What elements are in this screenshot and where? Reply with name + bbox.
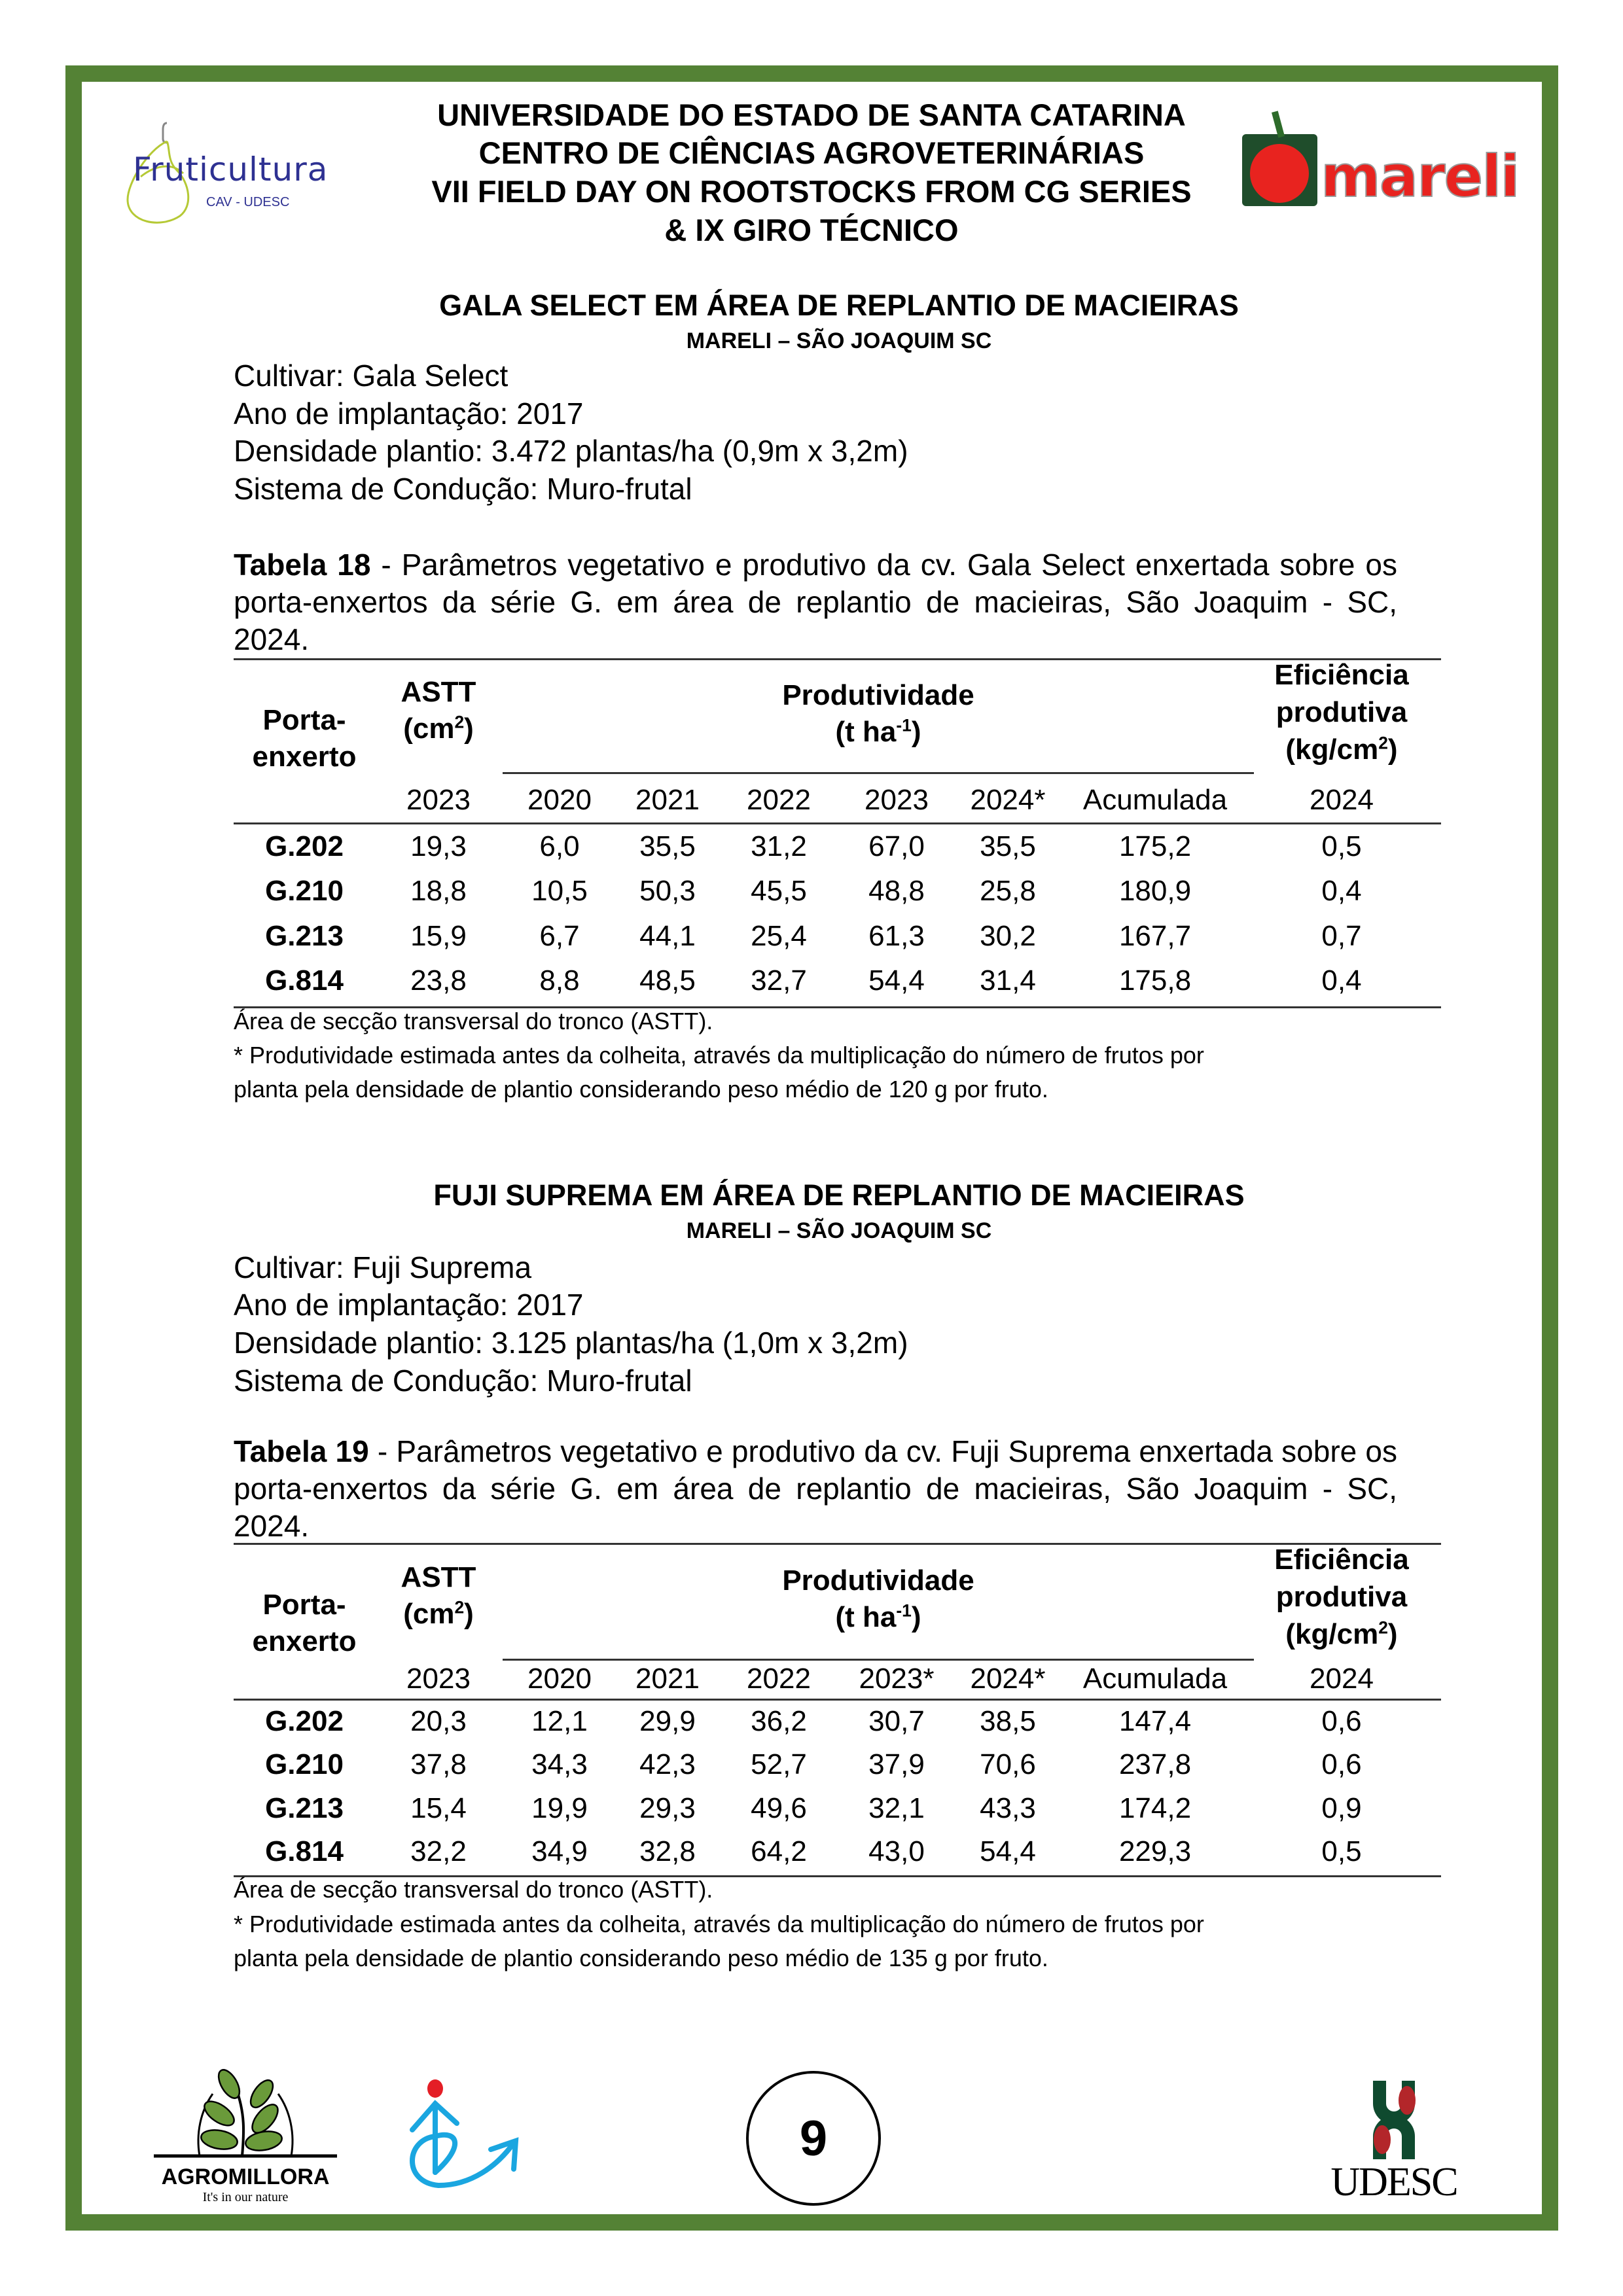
year-header: 2023 xyxy=(865,784,929,816)
header-produtividade-label: Produtividade xyxy=(782,679,974,711)
agromillora-logo xyxy=(154,2068,337,2204)
header-produtividade-unit xyxy=(503,714,1254,751)
table-caption-label: Tabela 19 xyxy=(234,1434,369,1468)
header-produtividade xyxy=(503,677,1254,751)
year-header: 2024 xyxy=(1310,1663,1374,1695)
rootstock-name: G.814 xyxy=(265,964,344,997)
astt-unit-text: (cm xyxy=(403,713,455,745)
table-caption-text: - Parâmetros vegetativo e produtivo da cv. Gala Select enxertada sobre os porta-enxertos da série G. em área de replantio de macieiras, São Joaquim - SC, 2024. xyxy=(234,548,1397,656)
efic-unit-text: (kg/cm xyxy=(1285,1618,1379,1650)
table-cell: 37,9 xyxy=(868,1748,925,1780)
table-footnote: * Produtividade estimada antes da colheita, através da multiplicação do número de frutos por xyxy=(234,1911,1204,1937)
year-header: 2022 xyxy=(747,784,811,816)
udesc-emblem-icon xyxy=(1322,2081,1466,2159)
table-header-rule xyxy=(234,1699,1441,1701)
fruticultura-logo xyxy=(121,118,337,229)
table-cell: 44,1 xyxy=(639,920,696,952)
table-cell: 64,2 xyxy=(751,1835,807,1867)
table-cell: 37,8 xyxy=(410,1748,467,1780)
table-footnote: Área de secção transversal do tronco (ASTT). xyxy=(234,1008,713,1034)
table-cell: 0,4 xyxy=(1321,964,1362,997)
header-eficiencia-line1: Eficiência xyxy=(1274,1544,1409,1576)
table-cell: 10,5 xyxy=(531,875,588,907)
table-cell: 48,5 xyxy=(639,964,696,997)
table-cell: 180,9 xyxy=(1118,875,1192,907)
prod-unit-text: (t ha xyxy=(835,1601,897,1633)
efic-unit-close: ) xyxy=(1387,1618,1398,1650)
info-line: Densidade plantio: 3.125 plantas/ha (1,0m x 3,2m) xyxy=(234,1326,908,1360)
table-cell: 147,4 xyxy=(1118,1705,1192,1737)
header-line-3: VII FIELD DAY ON ROOTSTOCKS FROM CG SERIES xyxy=(431,174,1192,209)
rootstock-name: G.213 xyxy=(265,920,344,952)
header-eficiencia xyxy=(1250,656,1433,768)
table-cell: 54,4 xyxy=(868,964,925,997)
mareli-logo xyxy=(1236,105,1530,213)
header-astt xyxy=(386,674,491,747)
table-cell: 32,2 xyxy=(410,1835,467,1867)
table-cell: 35,5 xyxy=(980,830,1036,862)
efic-unit-text: (kg/cm xyxy=(1285,733,1379,766)
info-line: Ano de implantação: 2017 xyxy=(234,397,584,431)
rootstock-name: G.213 xyxy=(265,1792,344,1824)
info-line: Sistema de Condução: Muro-frutal xyxy=(234,1364,692,1398)
header-line-2: CENTRO DE CIÊNCIAS AGROVETERINÁRIAS xyxy=(478,135,1145,170)
header-porta-enxerto-line1: Porta- xyxy=(262,704,346,736)
table-cell: 54,4 xyxy=(980,1835,1036,1867)
header-produtividade-label: Produtividade xyxy=(782,1564,974,1597)
year-header: 2024* xyxy=(970,1663,1046,1695)
header-eficiencia xyxy=(1250,1541,1433,1653)
table-cell: 8,8 xyxy=(539,964,580,997)
table-cell: 32,8 xyxy=(639,1835,696,1867)
table-cell: 6,7 xyxy=(539,920,580,952)
header-line-4: & IX GIRO TÉCNICO xyxy=(664,213,959,247)
astt-unit-exp: 2 xyxy=(454,712,465,732)
table-footnote: planta pela densidade de plantio considerando peso médio de 135 g por fruto. xyxy=(234,1945,1048,1971)
year-header: 2020 xyxy=(527,1663,592,1695)
table-cell: 0,9 xyxy=(1321,1792,1362,1824)
prod-unit-close: ) xyxy=(911,716,921,748)
info-line: Sistema de Condução: Muro-frutal xyxy=(234,472,692,506)
header-astt-unit xyxy=(386,711,491,747)
produtividade-underline xyxy=(503,1659,1254,1661)
table-cell: 52,7 xyxy=(751,1748,807,1780)
table-cell: 48,8 xyxy=(868,875,925,907)
year-header: Acumulada xyxy=(1082,784,1228,816)
astt-unit-close: ) xyxy=(464,713,474,745)
udesc-logo xyxy=(1322,2081,1466,2205)
year-header: 2023* xyxy=(859,1663,935,1695)
table-cell: 25,4 xyxy=(751,920,807,952)
table-cell: 0,5 xyxy=(1321,1835,1362,1867)
table-cell: 29,3 xyxy=(639,1792,696,1824)
year-header: 2024 xyxy=(1310,784,1374,816)
rootstock-name: G.210 xyxy=(265,875,344,907)
table-cell: 15,9 xyxy=(410,920,467,952)
table-cell: 31,4 xyxy=(980,964,1036,997)
table-cell: 38,5 xyxy=(980,1705,1036,1737)
table-cell: 167,7 xyxy=(1118,920,1192,952)
prod-unit-close: ) xyxy=(911,1601,921,1633)
table-cell: 30,2 xyxy=(980,920,1036,952)
efic-unit-exp: 2 xyxy=(1378,1617,1388,1638)
info-line: Cultivar: Gala Select xyxy=(234,359,508,393)
astt-unit-exp: 2 xyxy=(454,1597,465,1617)
efic-unit-exp: 2 xyxy=(1378,733,1388,753)
header-porta-enxerto-line2: enxerto xyxy=(252,741,357,773)
table-cell: 19,9 xyxy=(531,1792,588,1824)
table-cell: 15,4 xyxy=(410,1792,467,1824)
year-header: 2021 xyxy=(635,784,700,816)
rootstock-name: G.814 xyxy=(265,1835,344,1867)
table-cell: 61,3 xyxy=(868,920,925,952)
info-line: Cultivar: Fuji Suprema xyxy=(234,1250,532,1284)
table-cell: 0,5 xyxy=(1321,830,1362,862)
apple-icon xyxy=(1250,144,1309,203)
header-produtividade xyxy=(503,1563,1254,1636)
table-cell: 0,6 xyxy=(1321,1705,1362,1737)
table-footnote: * Produtividade estimada antes da colheita, através da multiplicação do número de frutos por xyxy=(234,1042,1204,1069)
table-cell: 20,3 xyxy=(410,1705,467,1737)
header-eficiencia-line2: produtiva xyxy=(1275,1581,1408,1613)
table-cell: 43,0 xyxy=(868,1835,925,1867)
rootstock-name: G.202 xyxy=(265,1705,344,1737)
astt-unit-text: (cm xyxy=(403,1598,455,1630)
header-eficiencia-line2: produtiva xyxy=(1275,696,1408,728)
page-number: 9 xyxy=(746,2071,881,2206)
rootstock-name: G.202 xyxy=(265,830,344,862)
table-cell: 18,8 xyxy=(410,875,467,907)
info-line: Densidade plantio: 3.472 plantas/ha (0,9m x 3,2m) xyxy=(234,434,908,468)
table-cell: 50,3 xyxy=(639,875,696,907)
prod-unit-text: (t ha xyxy=(835,716,897,748)
table-caption xyxy=(234,546,1397,658)
fruticultura-name: Fruticultura xyxy=(133,150,329,188)
fruticultura-sub: CAV - UDESC xyxy=(206,195,290,209)
table-cell: 36,2 xyxy=(751,1705,807,1737)
table-cell: 67,0 xyxy=(868,830,925,862)
year-header: 2021 xyxy=(635,1663,700,1695)
table-cell: 174,2 xyxy=(1118,1792,1192,1824)
rootstock-name: G.210 xyxy=(265,1748,344,1780)
table-cell: 0,7 xyxy=(1321,920,1362,952)
table-caption-text: - Parâmetros vegetativo e produtivo da cv. Fuji Suprema enxertada sobre os porta-enxertos da série G. em área de replantio de macieiras, São Joaquim - SC, 2024. xyxy=(234,1434,1397,1543)
year-header: 2022 xyxy=(747,1663,811,1695)
header-porta-enxerto-line2: enxerto xyxy=(252,1625,357,1657)
table-cell: 43,3 xyxy=(980,1792,1036,1824)
prod-unit-exp: -1 xyxy=(896,715,912,735)
plant-icon xyxy=(154,2068,337,2166)
year-header: 2023 xyxy=(406,1663,471,1695)
header-porta-enxerto xyxy=(232,1587,376,1660)
table-cell: 19,3 xyxy=(410,830,467,862)
year-header: 2023 xyxy=(406,784,471,816)
table-cell: 31,2 xyxy=(751,830,807,862)
table-cell: 175,2 xyxy=(1118,830,1192,862)
header-astt-label: ASTT xyxy=(401,676,476,708)
header-astt-unit xyxy=(386,1596,491,1633)
table-cell: 25,8 xyxy=(980,875,1036,907)
udesc-name: UDESC xyxy=(1330,2160,1457,2204)
table-cell: 29,9 xyxy=(639,1705,696,1737)
table-caption xyxy=(234,1433,1397,1545)
header-line-1: UNIVERSIDADE DO ESTADO DE SANTA CATARINA xyxy=(437,97,1186,132)
table-cell: 32,7 xyxy=(751,964,807,997)
header-produtividade-unit xyxy=(503,1599,1254,1636)
year-header: 2020 xyxy=(527,784,592,816)
table-cell: 49,6 xyxy=(751,1792,807,1824)
table-cell: 23,8 xyxy=(410,964,467,997)
table-cell: 42,3 xyxy=(639,1748,696,1780)
efic-unit-close: ) xyxy=(1387,733,1398,766)
produtividade-underline xyxy=(503,772,1254,774)
table-cell: 0,4 xyxy=(1321,875,1362,907)
agromillora-name: AGROMILLORA xyxy=(161,2164,330,2189)
table-cell: 0,6 xyxy=(1321,1748,1362,1780)
prod-unit-exp: -1 xyxy=(896,1600,912,1621)
table-cell: 229,3 xyxy=(1118,1835,1192,1867)
agromillora-tagline: It's in our nature xyxy=(202,2190,289,2204)
table-cell: 70,6 xyxy=(980,1748,1036,1780)
header-eficiencia-unit xyxy=(1250,731,1433,768)
astt-unit-close: ) xyxy=(464,1598,474,1630)
table-footnote: planta pela densidade de plantio considerando peso médio de 120 g por fruto. xyxy=(234,1076,1048,1103)
mareli-wordmark: mareli xyxy=(1321,143,1519,210)
table-cell: 12,1 xyxy=(531,1705,588,1737)
table-cell: 6,0 xyxy=(539,830,580,862)
header-porta-enxerto xyxy=(232,702,376,775)
table-cell: 35,5 xyxy=(639,830,696,862)
info-line: Ano de implantação: 2017 xyxy=(234,1288,584,1322)
table-cell: 34,9 xyxy=(531,1835,588,1867)
table-cell: 34,3 xyxy=(531,1748,588,1780)
section-title: FUJI SUPREMA EM ÁREA DE REPLANTIO DE MACIEIRAS xyxy=(433,1178,1245,1212)
header-eficiencia-line1: Eficiência xyxy=(1274,659,1409,691)
year-header: Acumulada xyxy=(1082,1663,1228,1695)
ifsc-logo xyxy=(399,2074,530,2192)
header-porta-enxerto-line1: Porta- xyxy=(262,1589,346,1621)
table-cell: 32,1 xyxy=(868,1792,925,1824)
table-caption-label: Tabela 18 xyxy=(234,548,371,582)
table-footnote: Área de secção transversal do tronco (ASTT). xyxy=(234,1876,713,1903)
table-header-rule xyxy=(234,822,1441,824)
header-astt xyxy=(386,1559,491,1633)
header-astt-label: ASTT xyxy=(401,1561,476,1593)
table-cell: 237,8 xyxy=(1118,1748,1192,1780)
person-arrow-icon xyxy=(399,2074,530,2192)
section-subtitle: MARELI – SÃO JOAQUIM SC xyxy=(686,1218,992,1243)
year-header: 2024* xyxy=(970,784,1046,816)
table-cell: 30,7 xyxy=(868,1705,925,1737)
section-title: GALA SELECT EM ÁREA DE REPLANTIO DE MACIEIRAS xyxy=(439,289,1239,322)
header-eficiencia-unit xyxy=(1250,1616,1433,1653)
table-cell: 175,8 xyxy=(1118,964,1192,997)
section-subtitle: MARELI – SÃO JOAQUIM SC xyxy=(686,328,992,353)
table-cell: 45,5 xyxy=(751,875,807,907)
